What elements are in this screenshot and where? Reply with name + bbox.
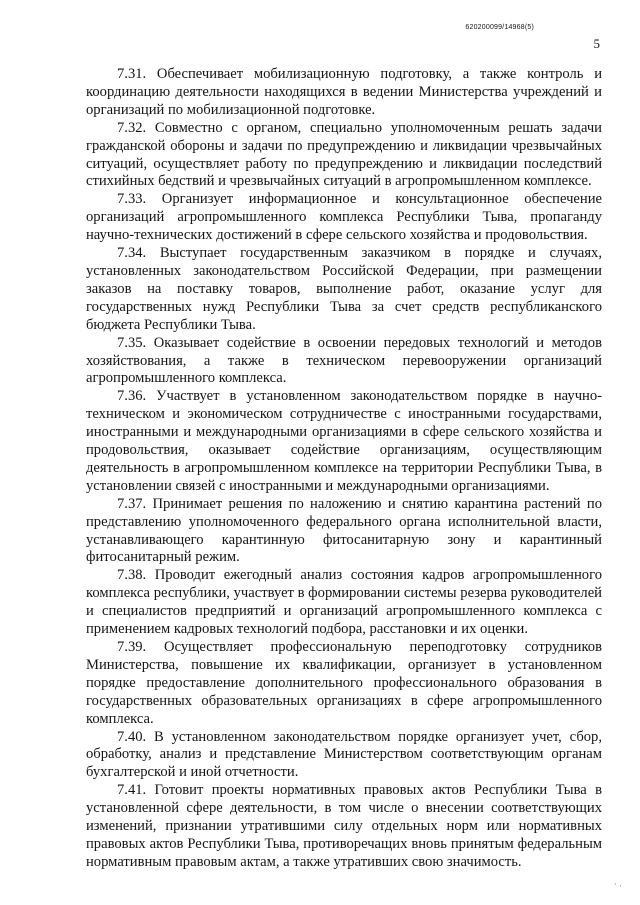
scan-corner-mark: ⠁⠂ xyxy=(613,883,624,891)
paragraph-7-31: 7.31. Обеспечивает мобилизационную подготовку, а также контроль и координацию деятельности находящихся в ведении Министерства учреждений и организаций по мобилизационной подготовке. xyxy=(86,66,602,118)
paragraph-7-34: 7.34. Выступает государственным заказчиком в порядке и случаях, установленных законодательством Российской Федерации, при размещении заказов на поставку товаров, выполнение работ, оказание услуг для государственных нужд Республики Тыва за счет средств республиканского бюджета Республики Тыва. xyxy=(86,245,602,333)
paragraph-7-39: 7.39. Осуществляет профессиональную переподготовку сотрудников Министерства, повышение их квалификации, организует в установленном порядке предоставление дополнительного профессионального образования в государственных образовательных организациях в сфере агропромышленного комплекса. xyxy=(86,639,602,727)
paragraph-7-35: 7.35. Оказывает содействие в освоении передовых технологий и методов хозяйствования, а также в техническом перевооружении организаций агропромышленного комплекса. xyxy=(86,334,602,387)
page-number: 5 xyxy=(593,36,600,51)
paragraph-7-32: 7.32. Совместно с органом, специально уполномоченным решать задачи гражданской обороны и задачи по предупреждению и ликвидации чрезвычайных ситуаций, осуществляет работу по предупреждению и ликвидации последствий стихийных бедствий и чрезвычайных ситуаций в агропромышленном комплексе. xyxy=(86,119,602,190)
document-body xyxy=(86,66,602,872)
document-code: 620200099/14968(5) xyxy=(465,24,534,31)
paragraph-7-38: 7.38. Проводит ежегодный анализ состояния кадров агропромышленного комплекса республики, участвует в формировании системы резерва руководителей и специалистов предприятий и организаций агропромышленного комплекса с применением кадровых технологий подбора, расстановки и их оценки. xyxy=(86,567,602,638)
paragraph-7-36: 7.36. Участвует в установленном законодательством порядке в научно-техническом и экономическом сотрудничестве с иностранными государствами, иностранными и международными организациями в сфере сельского хозяйства и продовольствия, оказывает содействие организациям, осуществляющим деятельность в агропромышленном комплексе на территории Республики Тыва, в установлении связей с иностранными и международными организациями. xyxy=(86,388,602,494)
paragraph-7-41: 7.41. Готовит проекты нормативных правовых актов Республики Тыва в установленной сфере деятельности, в том числе о внесении соответствующих изменений, признании утратившими силу отдельных норм или нормативных правовых актов Республики Тыва, противоречащих вновь принятым федеральным нормативным правовым актам, а также утративших свою значимость. xyxy=(86,782,602,870)
paragraph-7-40: 7.40. В установленном законодательством порядке организует учет, сбор, обработку, анализ и представление Министерством соответствующим органам бухгалтерской и иной отчетности. xyxy=(86,728,602,781)
paragraph-7-37: 7.37. Принимает решения по наложению и снятию карантина растений по представлению уполномоченного федерального органа исполнительной власти, устанавливающего карантинную фитосанитарную зону и карантинный фитосанитарный режим. xyxy=(86,495,602,566)
paragraph-7-33: 7.33. Организует информационное и консультационное обеспечение организаций агропромышленного комплекса Республики Тыва, пропаганду научно-технических достижений в сфере сельского хозяйства и продовольствия. xyxy=(86,191,602,244)
